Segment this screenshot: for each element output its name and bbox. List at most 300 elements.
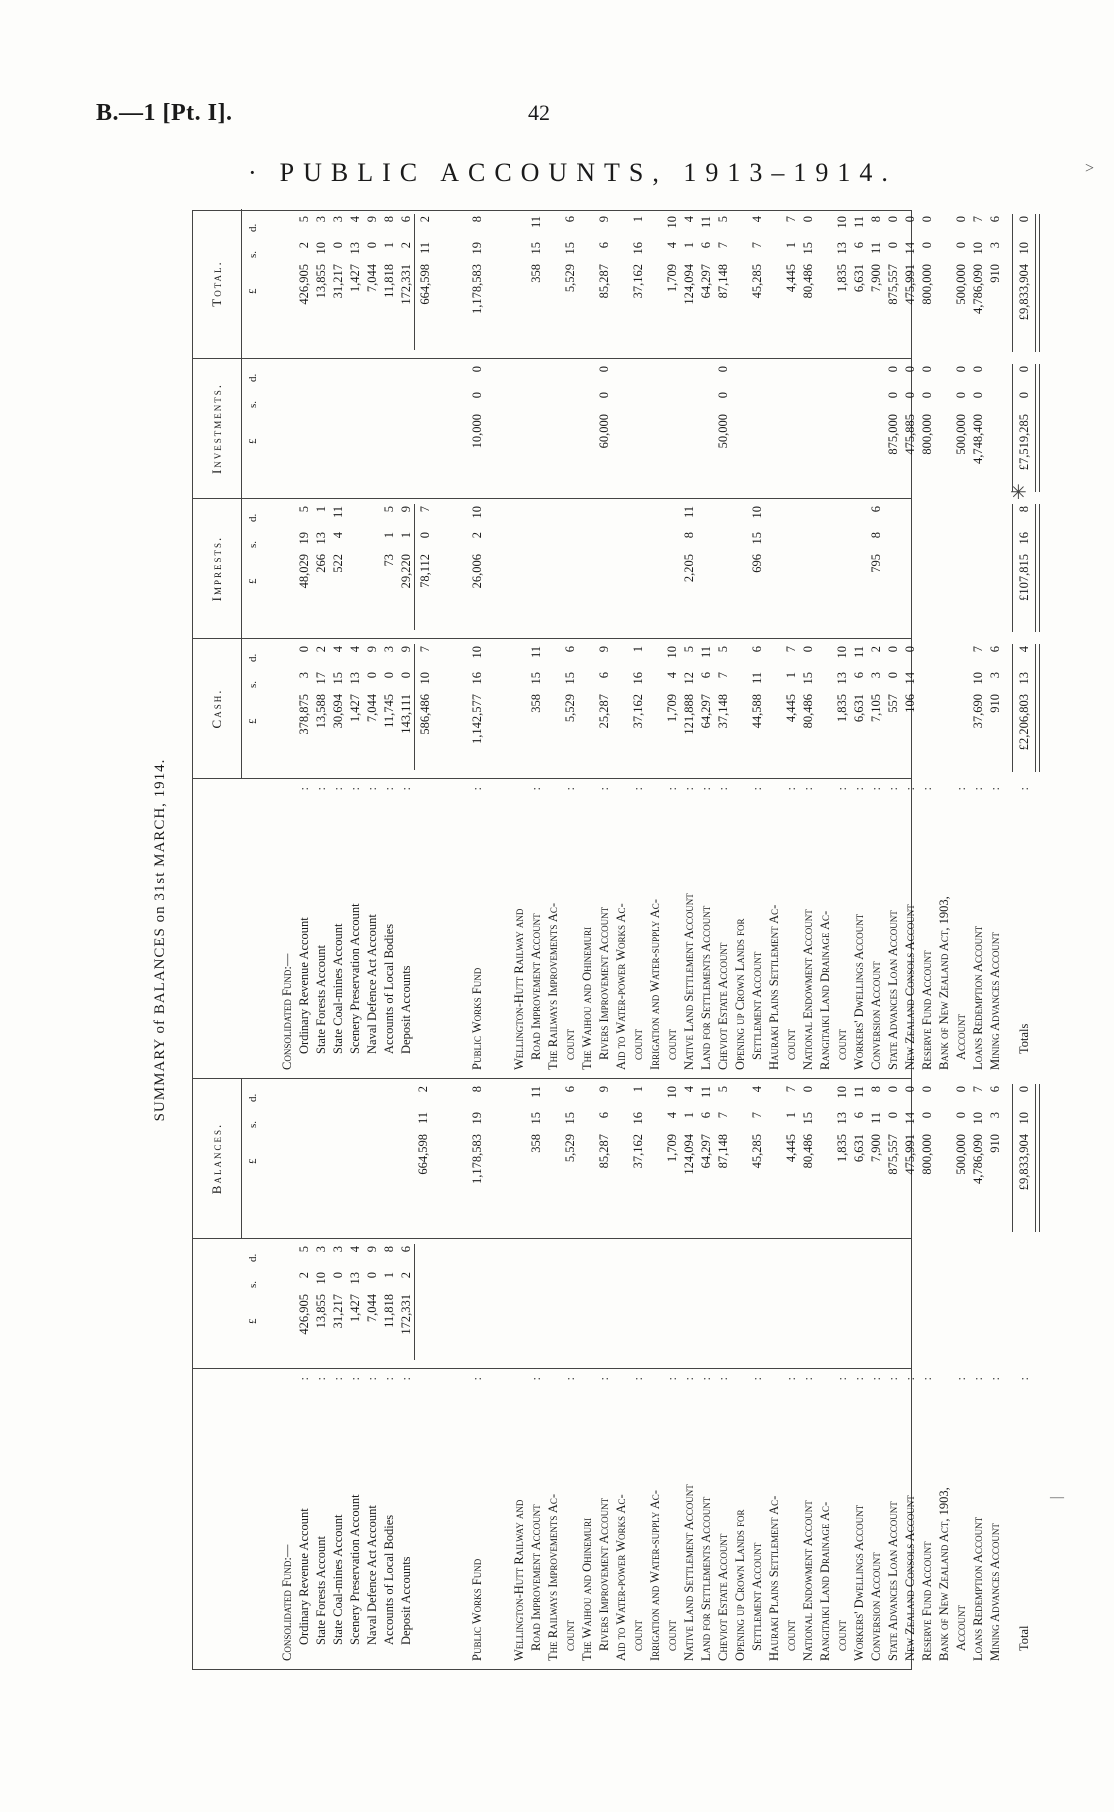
label-text: State Forests Account	[314, 944, 328, 1054]
account-balance	[681, 1079, 698, 1238]
label-text: Irrigation and Water-supply Ac-	[648, 1490, 662, 1661]
leader-dots: :	[682, 787, 696, 791]
shillings: 14	[903, 242, 917, 255]
consolidated-balance	[381, 1239, 398, 1368]
pence: 0	[954, 366, 968, 373]
shillings: 1	[399, 532, 413, 539]
pence: 0	[886, 1086, 900, 1093]
shillings: 19	[297, 532, 311, 545]
account-total	[987, 209, 1004, 358]
shillings: 11	[869, 1112, 883, 1125]
leader-dots: :	[971, 787, 985, 791]
account-label-continued	[528, 779, 545, 1078]
pounds: 475,991	[903, 264, 917, 305]
pounds: 4,445	[784, 694, 798, 723]
pence: 9	[399, 506, 413, 513]
label-text: National Endowment Account	[801, 909, 815, 1070]
label-text: Native Land Settlement Account	[682, 893, 696, 1070]
pence: 9	[365, 646, 379, 653]
label-text: Naval Defence Act Account	[365, 914, 379, 1054]
pence: 4	[750, 1086, 764, 1093]
account-label-continued	[953, 1369, 970, 1669]
pence: 6	[988, 646, 1002, 653]
shillings: 19	[470, 1112, 484, 1125]
account-investment	[596, 359, 613, 498]
label-text: Rangitaiki Land Drainage Ac-	[818, 1501, 832, 1661]
pence: 10	[470, 506, 484, 519]
pounds: 37,690	[971, 694, 985, 729]
shillings: 13	[835, 242, 849, 255]
shillings: 0	[716, 392, 730, 399]
unit-l: £	[247, 578, 259, 584]
shillings: 19	[470, 242, 484, 255]
pounds: 2,205	[682, 554, 696, 583]
pence: 5	[297, 506, 311, 513]
pounds: 4,748,400	[971, 414, 985, 464]
pounds: £9,833,904	[1017, 1134, 1031, 1191]
shillings: 0	[971, 392, 985, 399]
label-text: The Waihou and Ohinemuri	[580, 1517, 594, 1661]
pounds: 475,991	[903, 1134, 917, 1175]
label-text: Workers' Dwellings Account	[852, 1504, 866, 1661]
label-text: count	[784, 1620, 798, 1651]
pounds: 4,786,090	[971, 264, 985, 314]
pounds: 475,885	[903, 414, 917, 455]
pence: 9	[597, 646, 611, 653]
pounds: 1,142,577	[470, 694, 484, 744]
shillings: 10	[1017, 1112, 1031, 1125]
pounds: 1,178,583	[470, 1134, 484, 1184]
leader-dots: :	[631, 1377, 645, 1381]
public-works-imprest	[469, 499, 486, 638]
pence: 0	[954, 216, 968, 223]
pounds: 7,044	[365, 1294, 379, 1323]
unit-d: d.	[247, 653, 259, 662]
leader-dots: :	[886, 1377, 900, 1381]
pence: 0	[886, 366, 900, 373]
account-label	[766, 779, 783, 1078]
pounds: 143,111	[399, 694, 413, 734]
label-text: Mining Advances Account	[988, 932, 1002, 1070]
account-total	[698, 209, 715, 358]
label-text: Ordinary Revenue Account	[297, 1508, 311, 1645]
label-text: Public Works Fund	[470, 1558, 484, 1661]
public-works-total	[469, 209, 486, 358]
pounds: 5,529	[563, 694, 577, 723]
label-text: Naval Defence Act Account	[365, 1505, 379, 1645]
account-label	[919, 779, 936, 1078]
shillings: 11	[869, 242, 883, 255]
pounds: £2,206,803	[1017, 694, 1031, 751]
shillings: 14	[903, 1112, 917, 1125]
consolidated-row-label	[398, 1369, 415, 1669]
public-works-balance	[469, 1079, 486, 1238]
column-bal_sub	[193, 1239, 911, 1369]
leader-dots: :	[1017, 787, 1031, 791]
account-total	[664, 209, 681, 358]
account-label	[970, 779, 987, 1078]
pounds: 358	[529, 1134, 543, 1153]
pence: 9	[365, 216, 379, 223]
account-label-continued	[834, 1369, 851, 1669]
shillings: 0	[1017, 392, 1031, 399]
leader-dots: :	[716, 1377, 730, 1381]
account-balance	[953, 1079, 970, 1238]
consolidated-row-label	[330, 779, 347, 1078]
pounds: 910	[988, 1134, 1002, 1153]
unit-s: s.	[247, 1280, 259, 1288]
pounds: 1,427	[348, 1294, 362, 1323]
pounds: 358	[529, 694, 543, 713]
account-total	[800, 209, 817, 358]
column-header-total: Total.	[193, 209, 242, 358]
account-label	[715, 779, 732, 1078]
leader-dots: :	[784, 1377, 798, 1381]
pence: 8	[869, 216, 883, 223]
label-text: Loans Redemption Account	[971, 925, 985, 1070]
leader-dots: :	[869, 1377, 883, 1381]
consolidated-imprest	[381, 499, 398, 638]
consolidated-heading	[279, 779, 296, 1078]
shillings: 2	[297, 1272, 311, 1279]
pounds: 4,786,090	[971, 1134, 985, 1184]
pence: 6	[750, 646, 764, 653]
consolidated-balance	[296, 1239, 313, 1368]
shillings: 0	[886, 242, 900, 249]
consolidated-row-label	[398, 779, 415, 1078]
page-title-text: PUBLIC ACCOUNTS, 1913–1914.	[279, 158, 897, 187]
consolidated-cash	[313, 639, 330, 778]
account-cash	[834, 639, 851, 778]
leader-dots: :	[1017, 1377, 1031, 1381]
grand-total-imprest	[1016, 499, 1033, 638]
pounds: 29,220	[399, 554, 413, 589]
label-text: Workers' Dwellings Account	[852, 913, 866, 1070]
shillings: 15	[331, 672, 345, 685]
leader-dots: :	[801, 1377, 815, 1381]
pounds: 1,709	[665, 1134, 679, 1163]
pence: 6	[399, 216, 413, 223]
label-text: The Railways Improvements Ac-	[546, 902, 560, 1070]
unit-labels	[247, 1239, 263, 1368]
pounds: 800,000	[920, 1134, 934, 1175]
shillings: 6	[852, 242, 866, 249]
account-balance	[987, 1079, 1004, 1238]
shillings: 4	[665, 672, 679, 679]
label-text: State Coal-mines Account	[331, 923, 345, 1054]
account-label	[970, 1369, 987, 1669]
account-label	[919, 1369, 936, 1669]
account-imprest	[749, 499, 766, 638]
account-label	[766, 1369, 783, 1669]
leader-dots: :	[297, 1377, 311, 1381]
label-text: Conversion Account	[869, 961, 883, 1070]
pence: 6	[563, 646, 577, 653]
pounds: £9,833,904	[1017, 264, 1031, 321]
pence: 10	[665, 216, 679, 229]
pounds: 358	[529, 264, 543, 283]
leader-dots: :	[382, 1377, 396, 1381]
pounds: 172,331	[399, 1294, 413, 1335]
unit-labels	[247, 639, 263, 778]
column-cash	[193, 639, 1031, 779]
unit-l: £	[247, 438, 259, 444]
label-text: State Coal-mines Account	[331, 1514, 345, 1645]
account-label-continued	[664, 1369, 681, 1669]
account-cash	[664, 639, 681, 778]
pence: 0	[297, 646, 311, 653]
pence: 10	[835, 1086, 849, 1099]
shillings: 8	[869, 532, 883, 539]
pounds: 37,162	[631, 264, 645, 299]
pence: 7	[784, 1086, 798, 1093]
leader-dots: :	[597, 787, 611, 791]
pence: 6	[563, 216, 577, 223]
leader-dots: :	[801, 787, 815, 791]
shillings: 3	[988, 242, 1002, 249]
pence: 11	[529, 216, 543, 229]
pence: 0	[954, 1086, 968, 1093]
grand-total-balance	[1016, 1079, 1033, 1238]
account-label	[732, 1369, 749, 1669]
pence: 0	[1017, 1086, 1031, 1093]
grand-total-label	[1016, 779, 1033, 1078]
pence: 4	[1017, 646, 1031, 653]
label-text: Mining Advances Account	[988, 1523, 1002, 1661]
leader-dots: :	[954, 787, 968, 791]
leader-dots: :	[954, 1377, 968, 1381]
consolidated-row-label	[381, 1369, 398, 1669]
pounds: 910	[988, 264, 1002, 283]
shillings: 1	[382, 1272, 396, 1279]
shillings: 11	[418, 242, 432, 255]
pence: 7	[784, 646, 798, 653]
leader-dots: :	[920, 1377, 934, 1381]
pence: 8	[382, 216, 396, 223]
shillings: 15	[529, 242, 543, 255]
shillings: 0	[470, 392, 484, 399]
account-investment	[919, 359, 936, 498]
consolidated-row-label	[296, 779, 313, 1078]
label-text: Consolidated Fund:—	[280, 1544, 294, 1661]
account-balance	[868, 1079, 885, 1238]
account-total	[562, 209, 579, 358]
account-total	[834, 209, 851, 358]
shillings: 0	[382, 672, 396, 679]
grand-total-investment	[1016, 359, 1033, 498]
subtotal-rule	[414, 644, 415, 770]
shillings: 7	[750, 242, 764, 249]
account-label	[681, 1369, 698, 1669]
consolidated-balance	[398, 1239, 415, 1368]
shillings: 0	[954, 392, 968, 399]
pounds: 1,709	[665, 694, 679, 723]
double-rule	[1035, 364, 1040, 492]
label-text: Ordinary Revenue Account	[297, 917, 311, 1054]
label-text: Wellington-Hutt Railway and	[512, 1499, 526, 1661]
pence: 11	[852, 1086, 866, 1099]
account-label-continued	[749, 1369, 766, 1669]
pounds: 500,000	[954, 414, 968, 455]
total-rule	[1012, 644, 1013, 772]
double-rule	[1035, 214, 1040, 352]
shillings: 13	[835, 1112, 849, 1125]
account-label	[936, 779, 953, 1078]
leader-dots: :	[665, 787, 679, 791]
consolidated-total	[381, 209, 398, 358]
shillings: 10	[418, 672, 432, 685]
total-rule	[1012, 1084, 1013, 1232]
pounds: 875,557	[886, 1134, 900, 1175]
grand-total-cash	[1016, 639, 1033, 778]
consolidated-row-label	[330, 1369, 347, 1669]
account-label	[545, 779, 562, 1078]
shillings: 10	[314, 1272, 328, 1285]
label-text: The Waihou and Ohinemuri	[580, 926, 594, 1070]
account-cash	[596, 639, 613, 778]
account-cash	[749, 639, 766, 778]
shillings: 1	[784, 1112, 798, 1119]
label-text: Aid to Water-power Works Ac-	[614, 1494, 628, 1661]
pounds: 1,835	[835, 694, 849, 723]
unit-s: s.	[247, 400, 259, 408]
pence: 7	[418, 646, 432, 653]
pence: 11	[699, 216, 713, 229]
summary-title: SUMMARY of BALANCES on 31st MARCH, 1914.	[152, 758, 168, 1122]
shillings: 0	[954, 1112, 968, 1119]
account-cash	[630, 639, 647, 778]
label-text: Irrigation and Water-supply Ac-	[648, 899, 662, 1070]
label-text: count	[631, 1620, 645, 1651]
pounds: 6,631	[852, 264, 866, 293]
unit-d: d.	[247, 1253, 259, 1262]
pence: 0	[470, 366, 484, 373]
account-label	[511, 779, 528, 1078]
account-label-continued	[528, 1369, 545, 1669]
pounds: 87,148	[716, 1134, 730, 1169]
consolidated-total	[398, 209, 415, 358]
leader-dots: :	[331, 1377, 345, 1381]
leader-dots: :	[750, 787, 764, 791]
account-label-continued	[596, 1369, 613, 1669]
shillings: 10	[1017, 242, 1031, 255]
pounds: 26,006	[470, 554, 484, 589]
pence: 5	[297, 1246, 311, 1253]
shillings: 11	[416, 1112, 430, 1125]
pounds: 426,905	[297, 1294, 311, 1335]
label-text: count	[563, 1029, 577, 1060]
shillings: 2	[399, 242, 413, 249]
leader-dots: :	[399, 1377, 413, 1381]
pence: 9	[365, 1246, 379, 1253]
pounds: 11,818	[382, 264, 396, 298]
account-label	[613, 1369, 630, 1669]
shillings: 6	[699, 1112, 713, 1119]
leader-dots: :	[920, 787, 934, 791]
shillings: 2	[297, 242, 311, 249]
leader-dots: :	[835, 1377, 849, 1381]
account-label	[579, 1369, 596, 1669]
pounds: 522	[331, 554, 345, 573]
shillings: 13	[1017, 672, 1031, 685]
pence: 7	[971, 1086, 985, 1093]
consolidated-imprest	[398, 499, 415, 638]
label-text: count	[835, 1620, 849, 1651]
unit-d: d.	[247, 373, 259, 382]
column-header-balances: Balances.	[193, 1079, 242, 1238]
leader-dots: :	[348, 787, 362, 791]
shillings: 7	[716, 672, 730, 679]
pence: 0	[801, 1086, 815, 1093]
consolidated-imprest	[296, 499, 313, 638]
account-cash	[970, 639, 987, 778]
shillings: 0	[920, 392, 934, 399]
leader-dots: :	[835, 787, 849, 791]
unit-l: £	[247, 288, 259, 294]
leader-dots: :	[470, 1377, 484, 1381]
leader-dots: :	[314, 787, 328, 791]
pounds: 124,094	[682, 1134, 696, 1175]
pence: 3	[331, 216, 345, 223]
pounds: 266	[314, 554, 328, 573]
label-text: Account	[954, 1013, 968, 1060]
account-total	[885, 209, 902, 358]
pounds: 664,598	[418, 264, 432, 305]
leader-dots: :	[314, 1377, 328, 1381]
consolidated-heading	[279, 1369, 296, 1669]
leader-dots: :	[563, 787, 577, 791]
shillings: 8	[682, 532, 696, 539]
pence: 1	[631, 216, 645, 223]
consolidated-balance	[364, 1239, 381, 1368]
label-text: Bank of New Zealand Act, 1903,	[937, 1487, 951, 1661]
label-text: Land for Settlements Account	[699, 1496, 713, 1661]
leader-dots: :	[852, 787, 866, 791]
shillings: 7	[716, 1112, 730, 1119]
pence: 10	[835, 216, 849, 229]
column-header-investments: Investments.	[193, 359, 242, 498]
account-label-continued	[953, 779, 970, 1078]
leader-dots: :	[529, 787, 543, 791]
consolidated-subtotal	[415, 1079, 432, 1238]
account-total	[851, 209, 868, 358]
pence: 6	[869, 506, 883, 513]
account-imprest	[681, 499, 698, 638]
consolidated-cash	[347, 639, 364, 778]
account-balance	[902, 1079, 919, 1238]
shillings: 16	[470, 672, 484, 685]
shillings: 17	[314, 672, 328, 685]
pence: 10	[665, 1086, 679, 1099]
pounds: 1,427	[348, 264, 362, 293]
pounds: 795	[869, 554, 883, 573]
column-header-imprests: Imprests.	[193, 499, 242, 638]
account-investment	[715, 359, 732, 498]
shillings: 13	[835, 672, 849, 685]
pounds: 13,855	[314, 264, 328, 299]
pence: 6	[988, 216, 1002, 223]
account-balance	[851, 1079, 868, 1238]
pence: 11	[529, 646, 543, 659]
leader-dots: :	[903, 787, 917, 791]
pounds: 1,709	[665, 264, 679, 293]
account-label	[613, 779, 630, 1078]
account-label	[885, 779, 902, 1078]
pence: 8	[382, 1246, 396, 1253]
account-balance	[664, 1079, 681, 1238]
stray-mark: —	[1050, 1490, 1064, 1505]
shillings: 15	[750, 532, 764, 545]
